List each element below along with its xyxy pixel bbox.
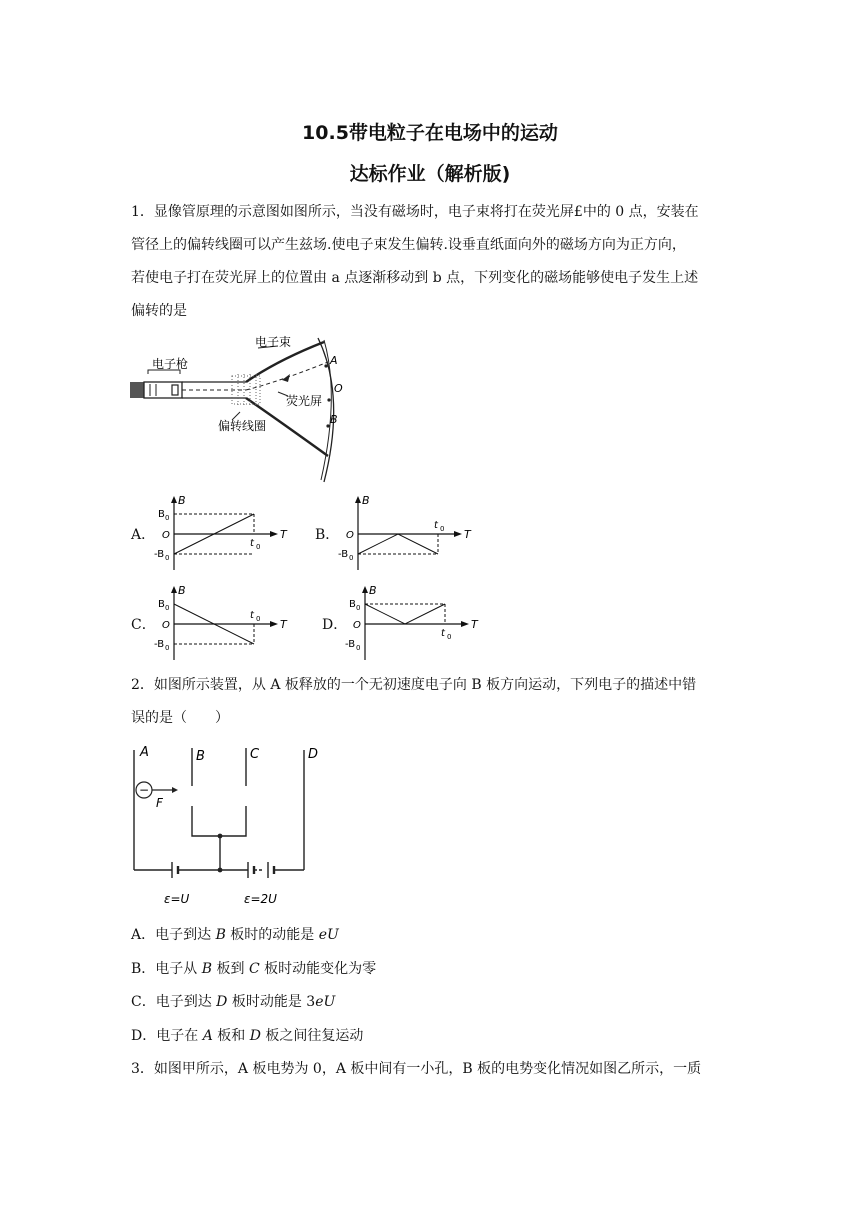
svg-text:-B: -B [338, 549, 349, 560]
label-coil: 偏转线圈 [218, 419, 267, 433]
q2-option-d: D．电子在 A 板和 D 板之间往复运动 [131, 1028, 364, 1044]
svg-text:B: B [369, 584, 377, 597]
option-c-label: C． [131, 617, 156, 633]
svg-text:D: D [308, 747, 319, 762]
label-point-o: O [334, 382, 343, 395]
question-1-line-1: 显像管原理的示意图如图所示，当没有磁场时，电子束将打在荧光屏£中的 0 点，安装在 [153, 204, 699, 220]
q2-option-a: A．电子到达 B 板时的动能是 eU [131, 927, 339, 943]
svg-text:0: 0 [165, 514, 170, 522]
svg-text:B: B [349, 599, 356, 610]
option-c-graph [152, 584, 292, 664]
svg-text:C: C [250, 747, 260, 762]
question-1-number: 1． [131, 204, 154, 220]
question-2-text [131, 669, 733, 735]
svg-text:0: 0 [165, 644, 170, 652]
svg-text:0: 0 [256, 615, 261, 623]
svg-text:0: 0 [165, 604, 170, 612]
option-d-graph [343, 584, 483, 664]
svg-text:B: B [196, 749, 205, 764]
svg-text:t: t [250, 610, 254, 621]
label-electron-gun: 电子枪 [152, 357, 189, 371]
svg-text:−: − [139, 783, 150, 797]
q2-option-b: B．电子从 B 板到 C 板时动能变化为零 [131, 961, 377, 977]
q2-option-c: C．电子到达 D 板时动能是 3eU [131, 994, 336, 1010]
question-2-line-2: 误的是（ ） [131, 710, 229, 726]
beam-arrow [282, 374, 290, 382]
svg-text:0: 0 [165, 554, 170, 562]
question-1-line-3: 若使电子打在荧光屏上的位置由 a 点逐渐移动到 b 点，下列变化的磁场能够使电子发生上述 [131, 270, 699, 286]
svg-text:O: O [346, 530, 354, 541]
label-screen: 荧光屏 [286, 394, 323, 408]
svg-text:O: O [353, 620, 361, 631]
svg-text:B: B [362, 494, 370, 507]
circuit-diagram [128, 740, 328, 910]
svg-text:0: 0 [349, 554, 354, 562]
svg-text:T: T [280, 618, 287, 631]
question-1-text [131, 196, 733, 328]
svg-text:O: O [162, 530, 170, 541]
label-point-a: A [330, 354, 338, 367]
svg-text:0: 0 [447, 633, 452, 641]
question-1-line-4: 偏转的是 [131, 303, 187, 319]
svg-text:-B: -B [345, 639, 356, 650]
option-b-graph [336, 494, 476, 574]
svg-text:0: 0 [356, 604, 361, 612]
svg-text:B: B [178, 584, 186, 597]
option-a-label: A． [131, 527, 156, 543]
svg-text:T: T [280, 528, 287, 541]
svg-text:T: T [471, 618, 478, 631]
question-3-number: 3． [131, 1061, 154, 1077]
question-3-text [131, 1058, 701, 1078]
question-2-line-1: 如图所示装置，从 A 板释放的一个无初速度电子向 B 板方向运动，下列电子的描述中错 [153, 677, 697, 693]
crt-diagram [128, 330, 358, 486]
option-b-label: B． [315, 527, 340, 543]
svg-text:-B: -B [154, 639, 165, 650]
svg-text:0: 0 [256, 543, 261, 551]
page-subtitle: 达标作业（解析版) [349, 163, 511, 185]
option-a-graph [152, 494, 292, 574]
question-2-number: 2． [131, 677, 154, 693]
svg-text:A: A [140, 745, 149, 760]
svg-text:O: O [162, 620, 170, 631]
svg-text:t: t [441, 628, 445, 639]
electron-beam-path [246, 362, 328, 390]
question-1-line-2: 管径上的偏转线圈可以产生兹场.使电子束发生偏转.设垂直纸面向外的磁场方向为正方向， [131, 237, 686, 253]
svg-text:0: 0 [440, 525, 445, 533]
question-3-line-1: 如图甲所示，A 板电势为 0，A 板中间有一小孔，B 板的电势变化情况如图乙所示，一质 [153, 1061, 702, 1077]
svg-text:t: t [250, 538, 254, 549]
label-point-b: B [330, 413, 338, 426]
page-title: 10.5带电粒子在电场中的运动 [302, 122, 558, 144]
svg-text:F: F [156, 796, 163, 810]
svg-text:0: 0 [356, 644, 361, 652]
label-electron-beam: 电子束 [255, 335, 292, 349]
svg-text:ε=2U: ε=2U [244, 892, 277, 906]
option-d-label: D． [322, 617, 348, 633]
gun-cap [130, 382, 144, 398]
svg-text:t: t [434, 520, 438, 531]
svg-text:B: B [178, 494, 186, 507]
svg-text:B: B [158, 599, 165, 610]
svg-text:T: T [464, 528, 471, 541]
svg-text:B: B [158, 509, 165, 520]
svg-text:-B: -B [154, 549, 165, 560]
svg-text:ε=U: ε=U [164, 892, 190, 906]
